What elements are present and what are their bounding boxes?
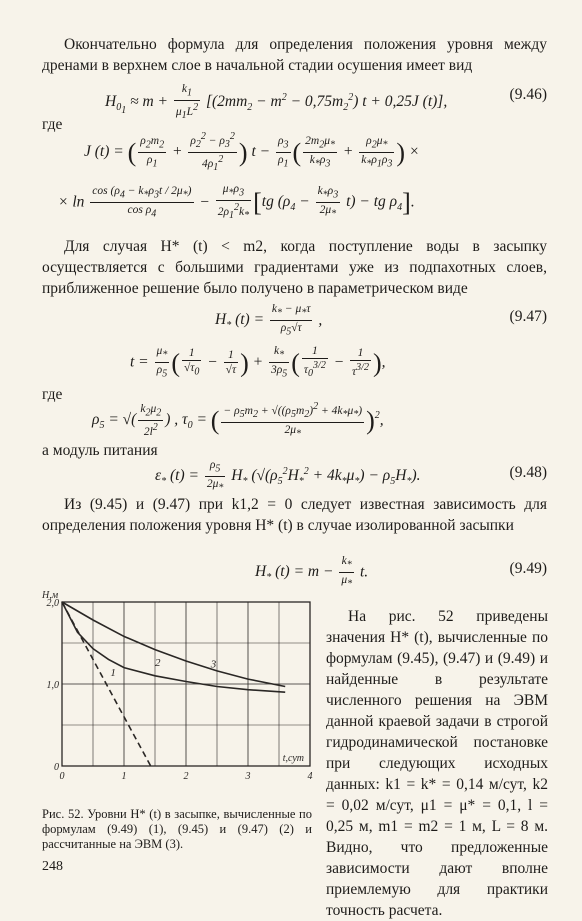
series-line-3 bbox=[62, 602, 285, 687]
isolated-paragraph: Из (9.45) и (9.47) при k1,2 = 0 следует известная зависимость для определения положения уровня H* (t) в случае изолированной засыпки bbox=[42, 496, 547, 534]
equation-j-line1: J (t) = ( $\frac{\rho_2m_2}{\rho_1}$ + $\frac{\rho_2^2 - \rho_3^2}{4\rho_1^2}$ ) t − $\frac{\rho_3}{\rho_1}$ ( $\frac{2m_2\mu_*}{k_*\rho_3}$ + $\frac{\rho_2\mu_*}{k_*\rho_1\rho_3}$ ) × bbox=[84, 131, 420, 174]
equation-number: (9.49) bbox=[509, 560, 547, 577]
series-label: 2 bbox=[155, 656, 161, 669]
case-paragraph: Для случая H* (t) < m2, когда поступление воды в засыпку осуществляется с большими градиентами уже из подпахотных слоев, приближенное решение было получено в параметрическом виде bbox=[42, 238, 547, 297]
intro-paragraph: Окончательно формула для определения положения уровня между дренами в верхнем слое в начальной стадии осушения имеет вид bbox=[42, 36, 547, 74]
equation-number: (9.47) bbox=[509, 308, 547, 325]
equation-t-param: t = $\frac{\mu_*}{\rho_5}$ ( $\frac{1}{√\tau_0}$ − $\frac{1}{√\tau}$ ) + $\frac{k_*}{3\rho_5}$ ( $\frac{1}{\tau_0^{3/2}}$ − $\frac{1}{\tau^{3/2}}$ ), bbox=[130, 345, 386, 380]
equation-9-46: $H_{0_1} \approx m$ + $\frac{k_1}{\mu_1L^2}$ [$(2mm_2 - m^2 - 0,75m_2^2) t + 0,25J$ (t)], (9.46) bbox=[105, 83, 547, 122]
x-tick-label: 0 bbox=[59, 771, 65, 782]
figure-caption: Рис. 52. Уровни H* (t) в засыпке, вычисленные по формулам (9.49) (1), (9.45) и (9.47) (2) и рассчитанные на ЭВМ (3). bbox=[42, 806, 312, 851]
supply-modulus-label: а модуль питания bbox=[42, 442, 158, 459]
y-tick-label: 1,0 bbox=[46, 680, 59, 691]
side-column-text: На рис. 52 приведены значения H* (t), вычисленные по формулам (9.45), (9.47) и (9.49) и найденные в результате численного решения на ЭВМ данной краевой задачи в строгой гидродинамической постановке при следующих исходных данных: k1 = k* = 0,14 м/сут, k2 = 0,02 м/сут, μ1 = μ* = 0,1, l = 0,25 м, m1 = m2 = 1 м, L = 8 м. Видно, что предложенные зависимости дают вполне приемлемую для практики точность расчета. bbox=[326, 607, 548, 919]
x-tick-label: 1 bbox=[121, 771, 127, 782]
equation-j-line2: × ln $\frac{\cos (\rho_4 - k_*\rho_3t / 2\mu_*)}{\cos \rho_4}$ − $\frac{\mu_*\rho_3}{2\rho_1^2k_*}$ [tg ($\rho_4$ − $\frac{k_*\rho_3}{2\mu_*}$ t) − tg $\rho_4$]. bbox=[58, 183, 415, 222]
equation-number: (9.46) bbox=[509, 86, 547, 103]
y-tick-label: 0 bbox=[54, 762, 59, 773]
page-number: 248 bbox=[42, 859, 63, 874]
x-axis-label: t,сут bbox=[282, 753, 304, 764]
equation-number: (9.48) bbox=[509, 464, 547, 481]
figure-52 bbox=[38, 586, 322, 794]
where-label: где bbox=[42, 386, 63, 403]
equation-rho5-tau0: $\rho_5$ = √( $\frac{k_2\mu_2}{2l^2}$ ) , $\tau_0$ = ( $\frac{- \rho_5m_2 + √((\rho_5m_2)^2 + 4k_*\mu_*)}{2\mu_*}$ )$^2$, bbox=[92, 401, 384, 440]
series-label: 3 bbox=[210, 658, 217, 671]
where-label: где bbox=[42, 116, 63, 133]
y-tick-label: 2,0 bbox=[46, 598, 59, 609]
levels-chart bbox=[38, 586, 322, 794]
equation-9-47: $H_*$ (t) = $\frac{k_* - \mu_*\tau}{\rho_5√\tau}$ , (9.47) bbox=[215, 303, 547, 338]
x-tick-label: 2 bbox=[183, 771, 189, 782]
equation-9-49: $H_*$ (t) = m − $\frac{k_*}{\mu_*}$ t. (9.49) bbox=[255, 555, 547, 590]
x-tick-label: 4 bbox=[307, 771, 313, 782]
y-axis-label: H,м bbox=[42, 590, 59, 601]
series-label: 1 bbox=[110, 666, 116, 679]
series-line-2 bbox=[62, 602, 285, 692]
x-tick-label: 3 bbox=[245, 771, 251, 782]
equation-9-48: $\varepsilon_*$ (t) = $\frac{\rho_5}{2\mu_*}$ $H_*$ $(√(\rho_5^2H_*^2 + 4k_*\mu_*) - \rho_5H_*)$. (9.48) bbox=[155, 459, 547, 494]
